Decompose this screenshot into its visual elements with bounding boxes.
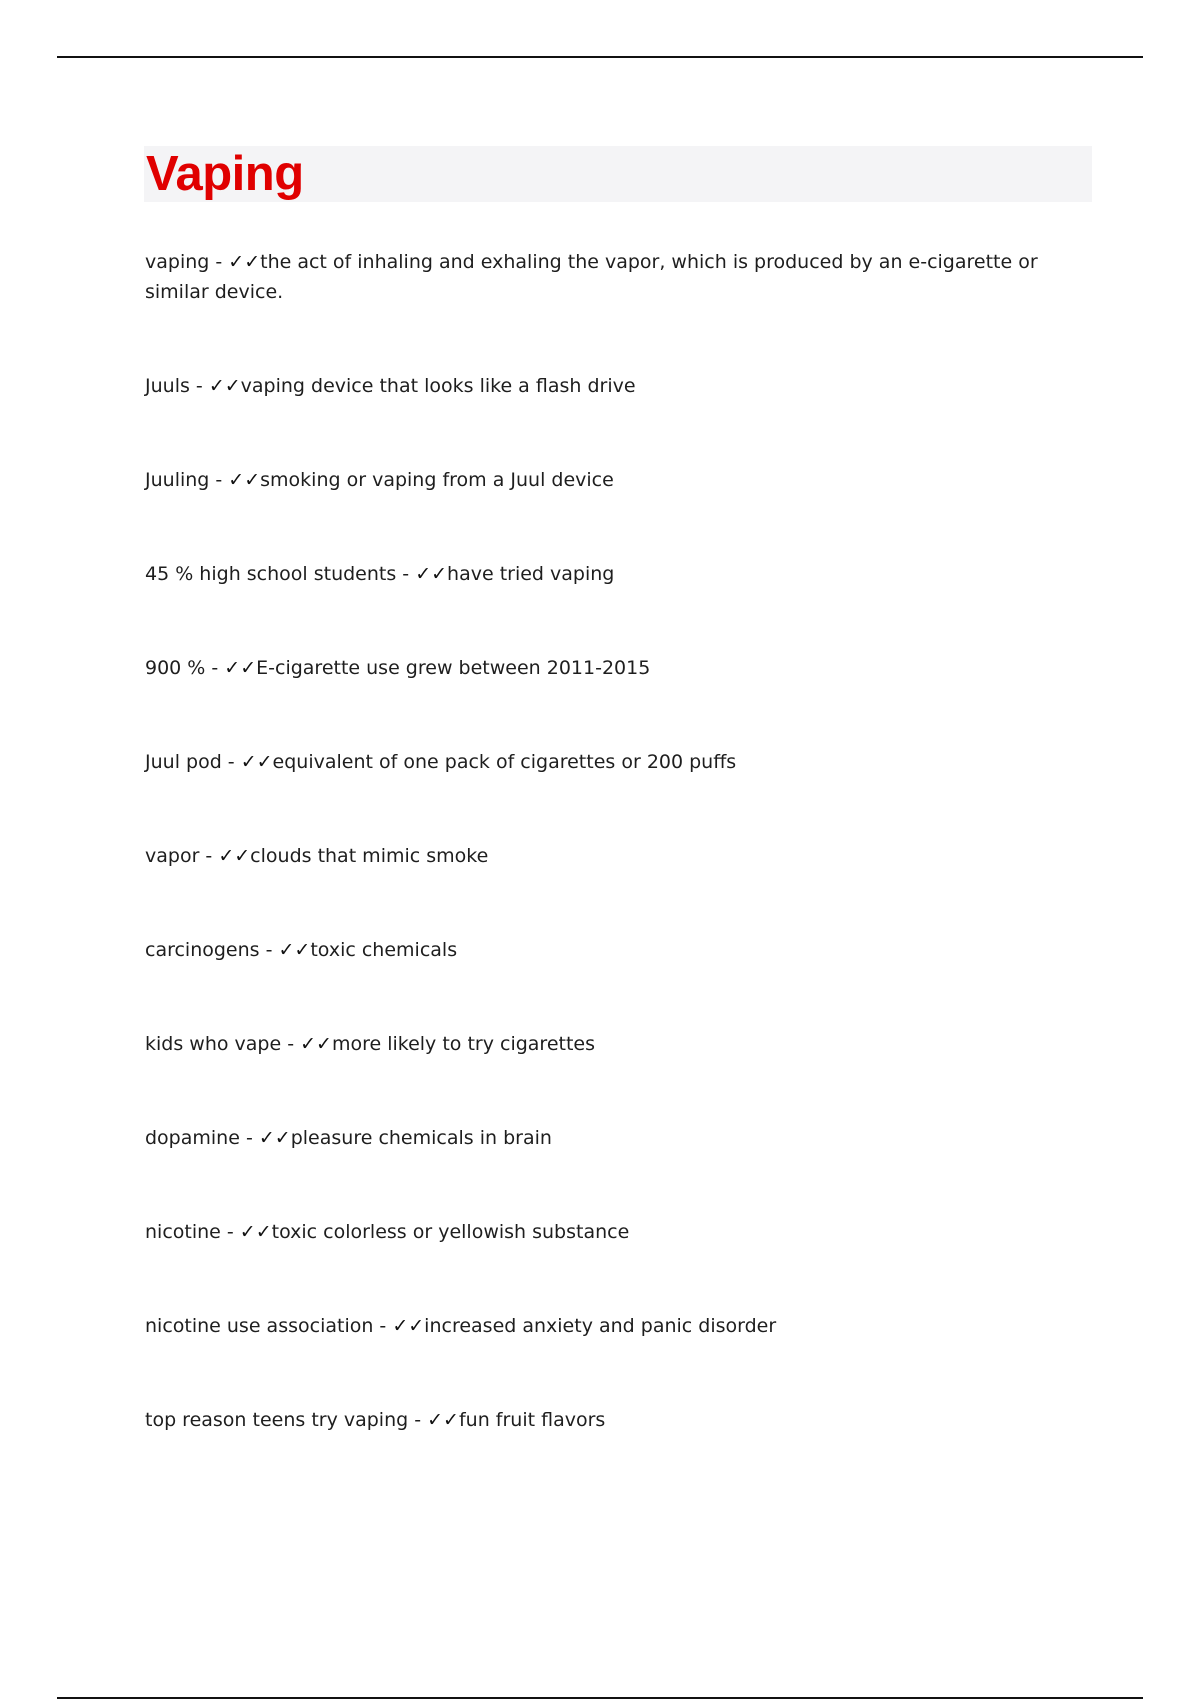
list-item — [145, 559, 614, 589]
double-check-icon: ✓✓ — [224, 657, 257, 679]
entry-term: dopamine — [145, 1127, 240, 1149]
list-item — [145, 247, 1065, 307]
list-item — [145, 747, 736, 777]
double-check-icon: ✓✓ — [258, 1127, 291, 1149]
entry-definition: fun fruit flavors — [458, 1409, 606, 1431]
list-item — [145, 935, 457, 965]
list-item — [145, 1311, 776, 1341]
list-item — [145, 841, 488, 871]
double-check-icon: ✓✓ — [278, 939, 311, 961]
entry-term: Juul pod — [145, 751, 222, 773]
entry-term: 900 % — [145, 657, 206, 679]
entry-definition: E-cigarette use grew between 2011-2015 — [256, 657, 651, 679]
list-item — [145, 653, 650, 683]
entry-separator: - — [205, 657, 225, 679]
entry-definition: more likely to try cigarettes — [331, 1033, 596, 1055]
entry-term: carcinogens — [145, 939, 260, 961]
double-check-icon: ✓✓ — [228, 251, 261, 273]
entry-separator: - — [209, 469, 229, 491]
entry-separator: - — [373, 1315, 393, 1337]
entry-term: top reason teens try vaping — [145, 1409, 409, 1431]
entry-term: nicotine use association — [145, 1315, 374, 1337]
double-check-icon: ✓✓ — [239, 1221, 272, 1243]
header-rule — [57, 56, 1143, 58]
double-check-icon: ✓✓ — [208, 375, 241, 397]
entry-separator: - — [199, 845, 219, 867]
page-title: Vaping — [146, 147, 304, 201]
entry-term: 45 % high school students — [145, 563, 397, 585]
entry-definition: clouds that mimic smoke — [250, 845, 489, 867]
entry-separator: - — [259, 939, 279, 961]
entry-definition: the act of inhaling and exhaling the vapor, which is produced by an e-cigarette or similar device. — [145, 251, 1038, 303]
entry-term: vaping — [145, 251, 210, 273]
entry-separator: - — [209, 251, 229, 273]
entry-term: Juuls — [145, 375, 190, 397]
entry-separator: - — [408, 1409, 428, 1431]
list-item — [145, 1029, 595, 1059]
entry-term: vapor — [145, 845, 200, 867]
double-check-icon: ✓✓ — [415, 563, 448, 585]
entry-definition: toxic colorless or yellowish substance — [271, 1221, 630, 1243]
entry-separator: - — [281, 1033, 301, 1055]
double-check-icon: ✓✓ — [218, 845, 251, 867]
entry-separator: - — [396, 563, 416, 585]
entry-term: nicotine — [145, 1221, 221, 1243]
entry-definition: toxic chemicals — [310, 939, 458, 961]
double-check-icon: ✓✓ — [427, 1409, 459, 1431]
list-item — [145, 1405, 605, 1435]
double-check-icon: ✓✓ — [300, 1033, 332, 1055]
entry-definition: vaping device that looks like a flash drive — [240, 375, 636, 397]
entry-separator: - — [220, 1221, 240, 1243]
entry-definition: pleasure chemicals in brain — [290, 1127, 552, 1149]
list-item — [145, 371, 636, 401]
double-check-icon: ✓✓ — [392, 1315, 425, 1337]
list-item — [145, 465, 614, 495]
entry-definition: equivalent of one pack of cigarettes or 200 puffs — [272, 751, 737, 773]
entry-separator: - — [189, 375, 209, 397]
double-check-icon: ✓✓ — [240, 751, 273, 773]
entry-separator: - — [221, 751, 241, 773]
entry-separator: - — [239, 1127, 259, 1149]
list-item — [145, 1217, 629, 1247]
entry-term: Juuling — [145, 469, 210, 491]
entry-term: kids who vape — [145, 1033, 282, 1055]
entry-definition: smoking or vaping from a Juul device — [260, 469, 614, 491]
double-check-icon: ✓✓ — [228, 469, 261, 491]
list-item — [145, 1123, 552, 1153]
footer-rule — [57, 1697, 1143, 1699]
entry-definition: have tried vaping — [447, 563, 615, 585]
entry-definition: increased anxiety and panic disorder — [424, 1315, 777, 1337]
